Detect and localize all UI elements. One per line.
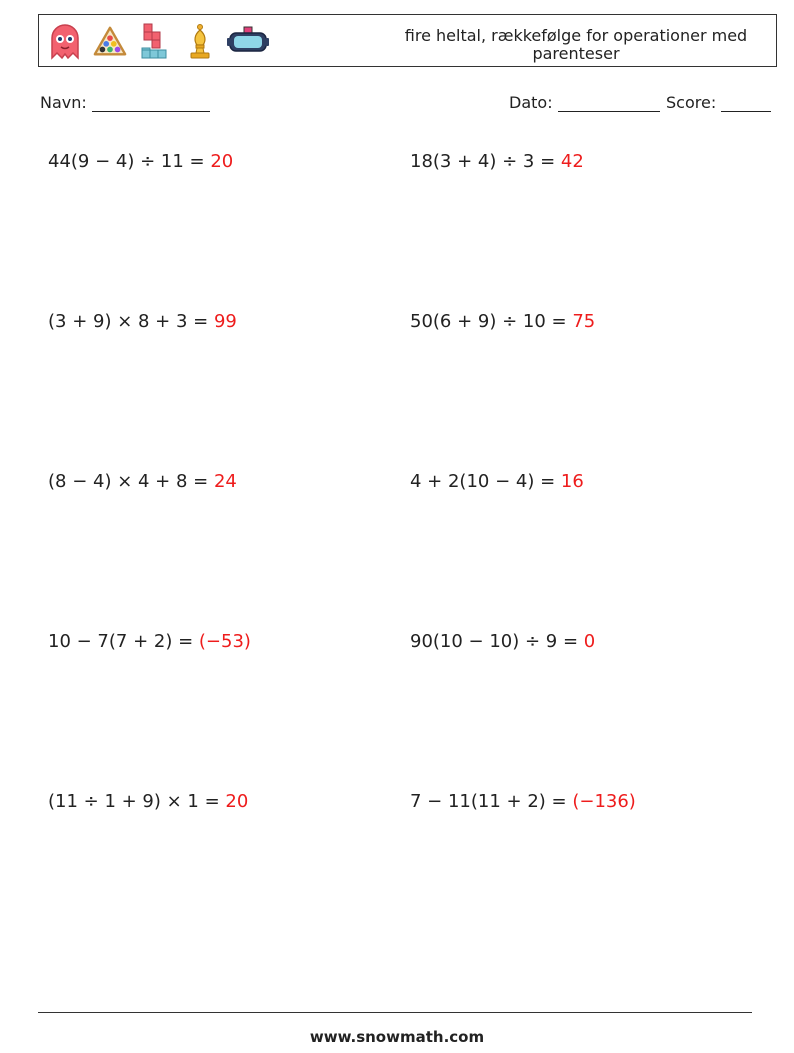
billiard-rack-icon [92, 21, 128, 61]
problem-5 [48, 471, 237, 492]
problem-answer: (−53) [198, 631, 251, 652]
vr-headset-icon [227, 21, 269, 61]
problem-expression: 90(10 − 10) ÷ 9 = [410, 631, 584, 652]
problem-expression: (8 − 4) × 4 + 8 = [48, 471, 214, 492]
date-field [509, 93, 660, 112]
footer-url[interactable]: www.snowmath.com [309, 1028, 485, 1046]
problem-answer: 42 [560, 151, 584, 172]
date-label: Dato: [509, 93, 553, 112]
problem-expression: 4 + 2(10 − 4) = [410, 471, 561, 492]
problem-7 [48, 631, 251, 652]
problem-answer: 16 [560, 471, 584, 492]
problem-expression: (3 + 9) × 8 + 3 = [48, 311, 214, 332]
tetris-blocks-icon [137, 21, 173, 61]
chess-bishop-icon [182, 21, 218, 61]
worksheet-title: fire heltal, rækkefølge for operationer med parenteser [404, 26, 748, 63]
problem-1 [48, 151, 233, 172]
problem-2 [410, 151, 584, 172]
problem-answer: 75 [572, 311, 596, 332]
problem-expression: 44(9 − 4) ÷ 11 = [48, 151, 211, 172]
problem-expression: 50(6 + 9) ÷ 10 = [410, 311, 573, 332]
problem-6 [410, 471, 584, 492]
problem-3 [48, 311, 237, 332]
problem-10 [410, 791, 636, 812]
footer-divider [38, 1012, 752, 1013]
problem-expression: 10 − 7(7 + 2) = [48, 631, 199, 652]
date-line [558, 94, 660, 112]
score-label: Score: [666, 93, 717, 112]
name-label: Navn: [40, 93, 87, 112]
problem-answer: 0 [583, 631, 596, 652]
problem-expression: 7 − 11(11 + 2) = [410, 791, 573, 812]
score-line [721, 94, 771, 112]
problem-8 [410, 631, 595, 652]
score-field [666, 93, 771, 112]
problem-expression: (11 ÷ 1 + 9) × 1 = [48, 791, 226, 812]
ghost-icon [47, 21, 83, 61]
problem-expression: 18(3 + 4) ÷ 3 = [410, 151, 561, 172]
problem-answer: (−136) [572, 791, 636, 812]
problem-answer: 24 [213, 471, 237, 492]
problem-answer: 20 [225, 791, 249, 812]
header-icons [47, 21, 278, 61]
problem-answer: 99 [213, 311, 237, 332]
name-field [40, 93, 210, 112]
problem-4 [410, 311, 595, 332]
header-box [38, 14, 777, 67]
name-line [92, 94, 210, 112]
problem-9 [48, 791, 248, 812]
problem-answer: 20 [210, 151, 234, 172]
